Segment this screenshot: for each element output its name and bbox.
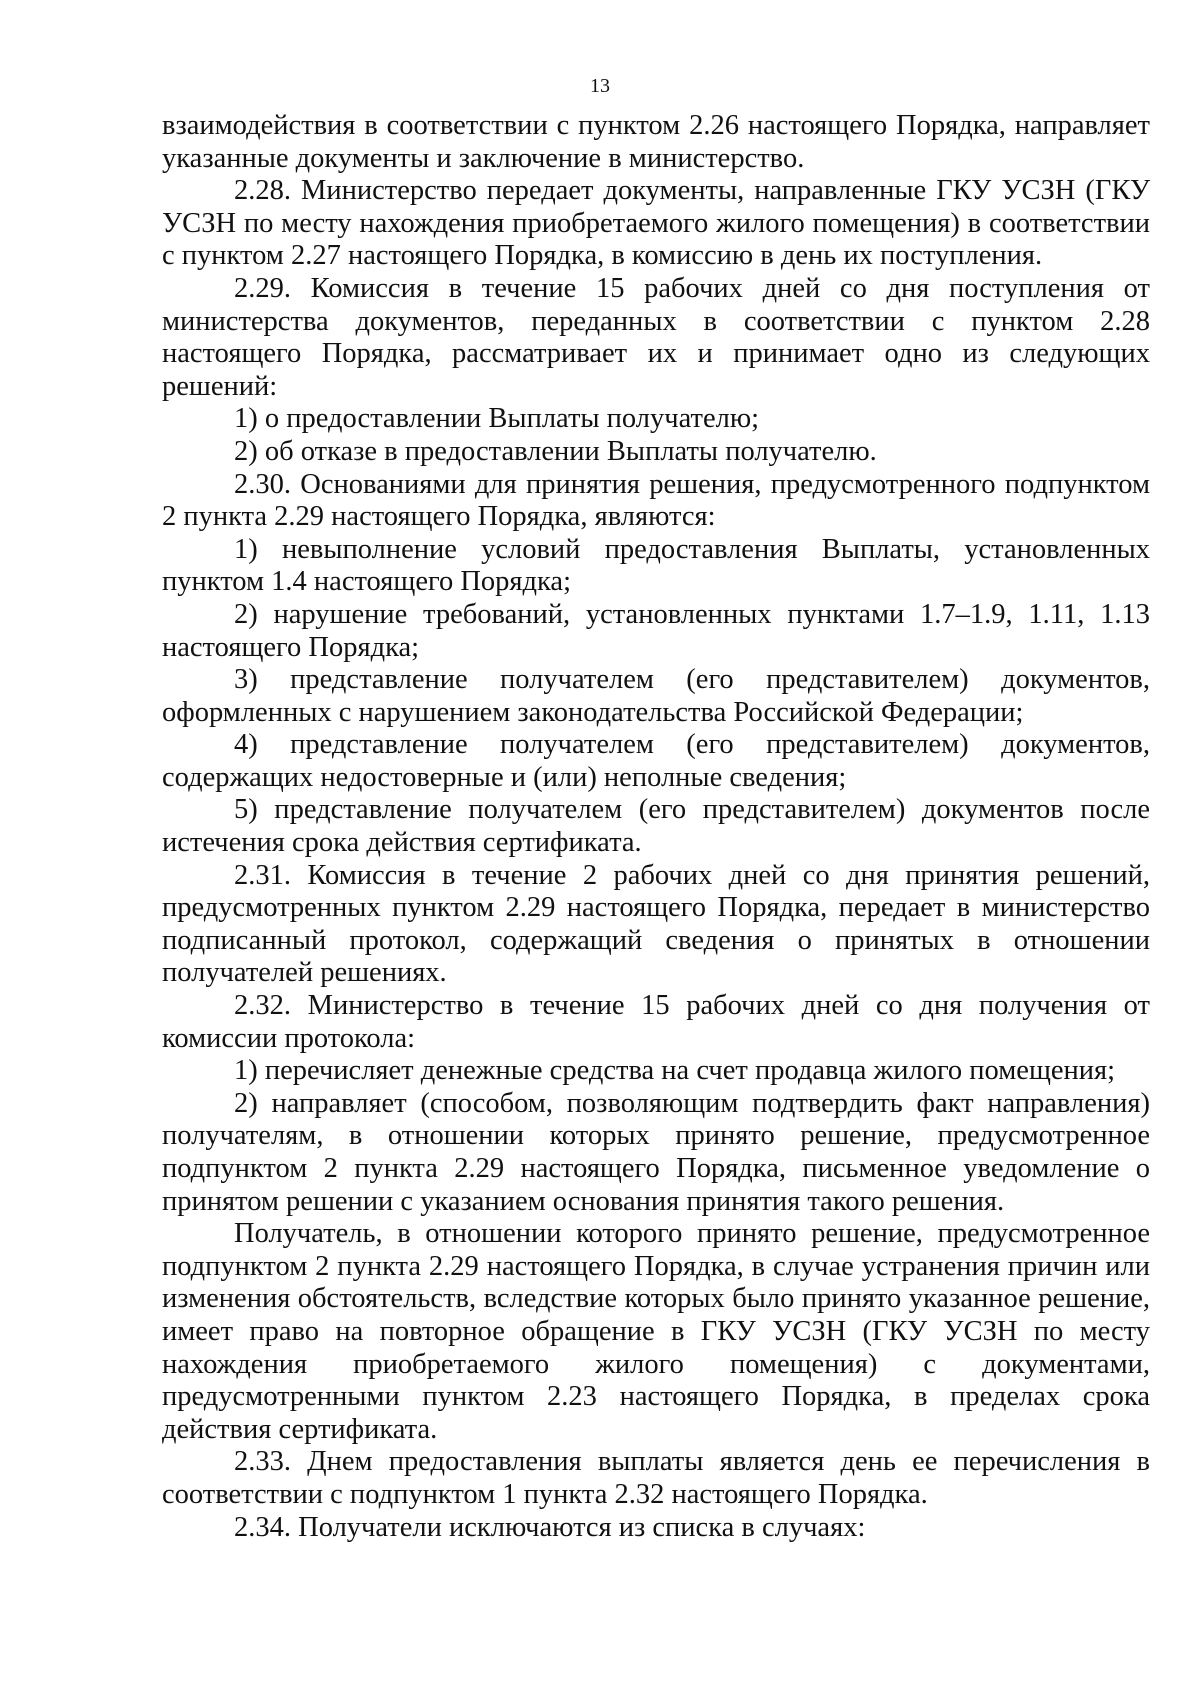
list-item-2-30-4: 4) представление получателем (его представителем) документов, содержащих недостоверные и (или) неполные сведения; [162,729,1150,793]
paragraph-continuation: взаимодействия в соответствии с пунктом 2.26 настоящего Порядка, направляет указанные документы и заключение в министерство. [162,110,1150,174]
list-item-2-30-1: 1) невыполнение условий предоставления Выплаты, установленных пунктом 1.4 настоящего Порядка; [162,533,1150,598]
paragraph-2-29: 2.29. Комиссия в течение 15 рабочих дней со дня поступления от министерства документов, переданных в соответствии с пунктом 2.28 настоящего Порядка, рассматривает их и принимает одно из следующих решений: [162,272,1150,402]
paragraph-2-34: 2.34. Получатели исключаются из списка в случаях: [234,1511,866,1543]
list-item-2-32-2: 2) направляет (способом, позволяющим подтвердить факт направления) получателям, в отношении которых принято решение, предусмотренное подпунктом 2 пункта 2.29 настоящего Порядка, письменное уведомление о принятом решении с указанием основания принятия такого решения. [162,1087,1150,1217]
paragraph-2-33: 2.33. Днем предоставления выплаты является день ее перечисления в соответствии с подпунктом 1 пункта 2.32 настоящего Порядка. [162,1446,1150,1510]
paragraph-2-31: 2.31. Комиссия в течение 2 рабочих дней со дня принятия решений, предусмотренных пунктом 2.29 настоящего Порядка, передает в министерство подписанный протокол, содержащий сведения о принятых в отношении получателей решениях. [162,859,1150,989]
list-item-2-32-1: 1) перечисляет денежные средства на счет продавца жилого помещения; [234,1055,1116,1087]
list-item-2-29-2: 2) об отказе в предоставлении Выплаты получателю. [234,435,877,467]
paragraph-2-30: 2.30. Основаниями для принятия решения, предусмотренного подпунктом 2 пункта 2.29 настоящего Порядка, являются: [162,468,1150,533]
paragraph-repeat-application: Получатель, в отношении которого принято решение, предусмотренное подпунктом 2 пункта 2.29 настоящего Порядка, в случае устранения причин или изменения обстоятельств, вследствие которых было принято указанное решение, имеет право на повторное обращение в ГКУ УСЗН (ГКУ УСЗН по месту нахождения приобретаемого жилого помещения) с документами, предусмотренными пунктом 2.23 настоящего Порядка, в пределах срока действия сертификата. [162,1218,1150,1445]
page-number: 13 [590,75,610,97]
list-item-2-30-5: 5) представление получателем (его представителем) документов после истечения срока действия сертификата. [162,794,1150,859]
paragraph-2-32: 2.32. Министерство в течение 15 рабочих дней со дня получения от комиссии протокола: [162,990,1150,1054]
list-item-2-30-2: 2) нарушение требований, установленных пунктами 1.7–1.9, 1.11, 1.13 настоящего Порядка; [162,598,1150,663]
paragraph-2-28: 2.28. Министерство передает документы, направленные ГКУ УСЗН (ГКУ УСЗН по месту нахождения приобретаемого жилого помещения) в соответствии с пунктом 2.27 настоящего Порядка, в комиссию в день их поступления. [162,175,1150,272]
list-item-2-30-3: 3) представление получателем (его представителем) документов, оформленных с нарушением законодательства Российской Федерации; [162,664,1150,728]
list-item-2-29-1: 1) о предоставлении Выплаты получателю; [234,403,760,435]
document-body [162,110,1150,1544]
